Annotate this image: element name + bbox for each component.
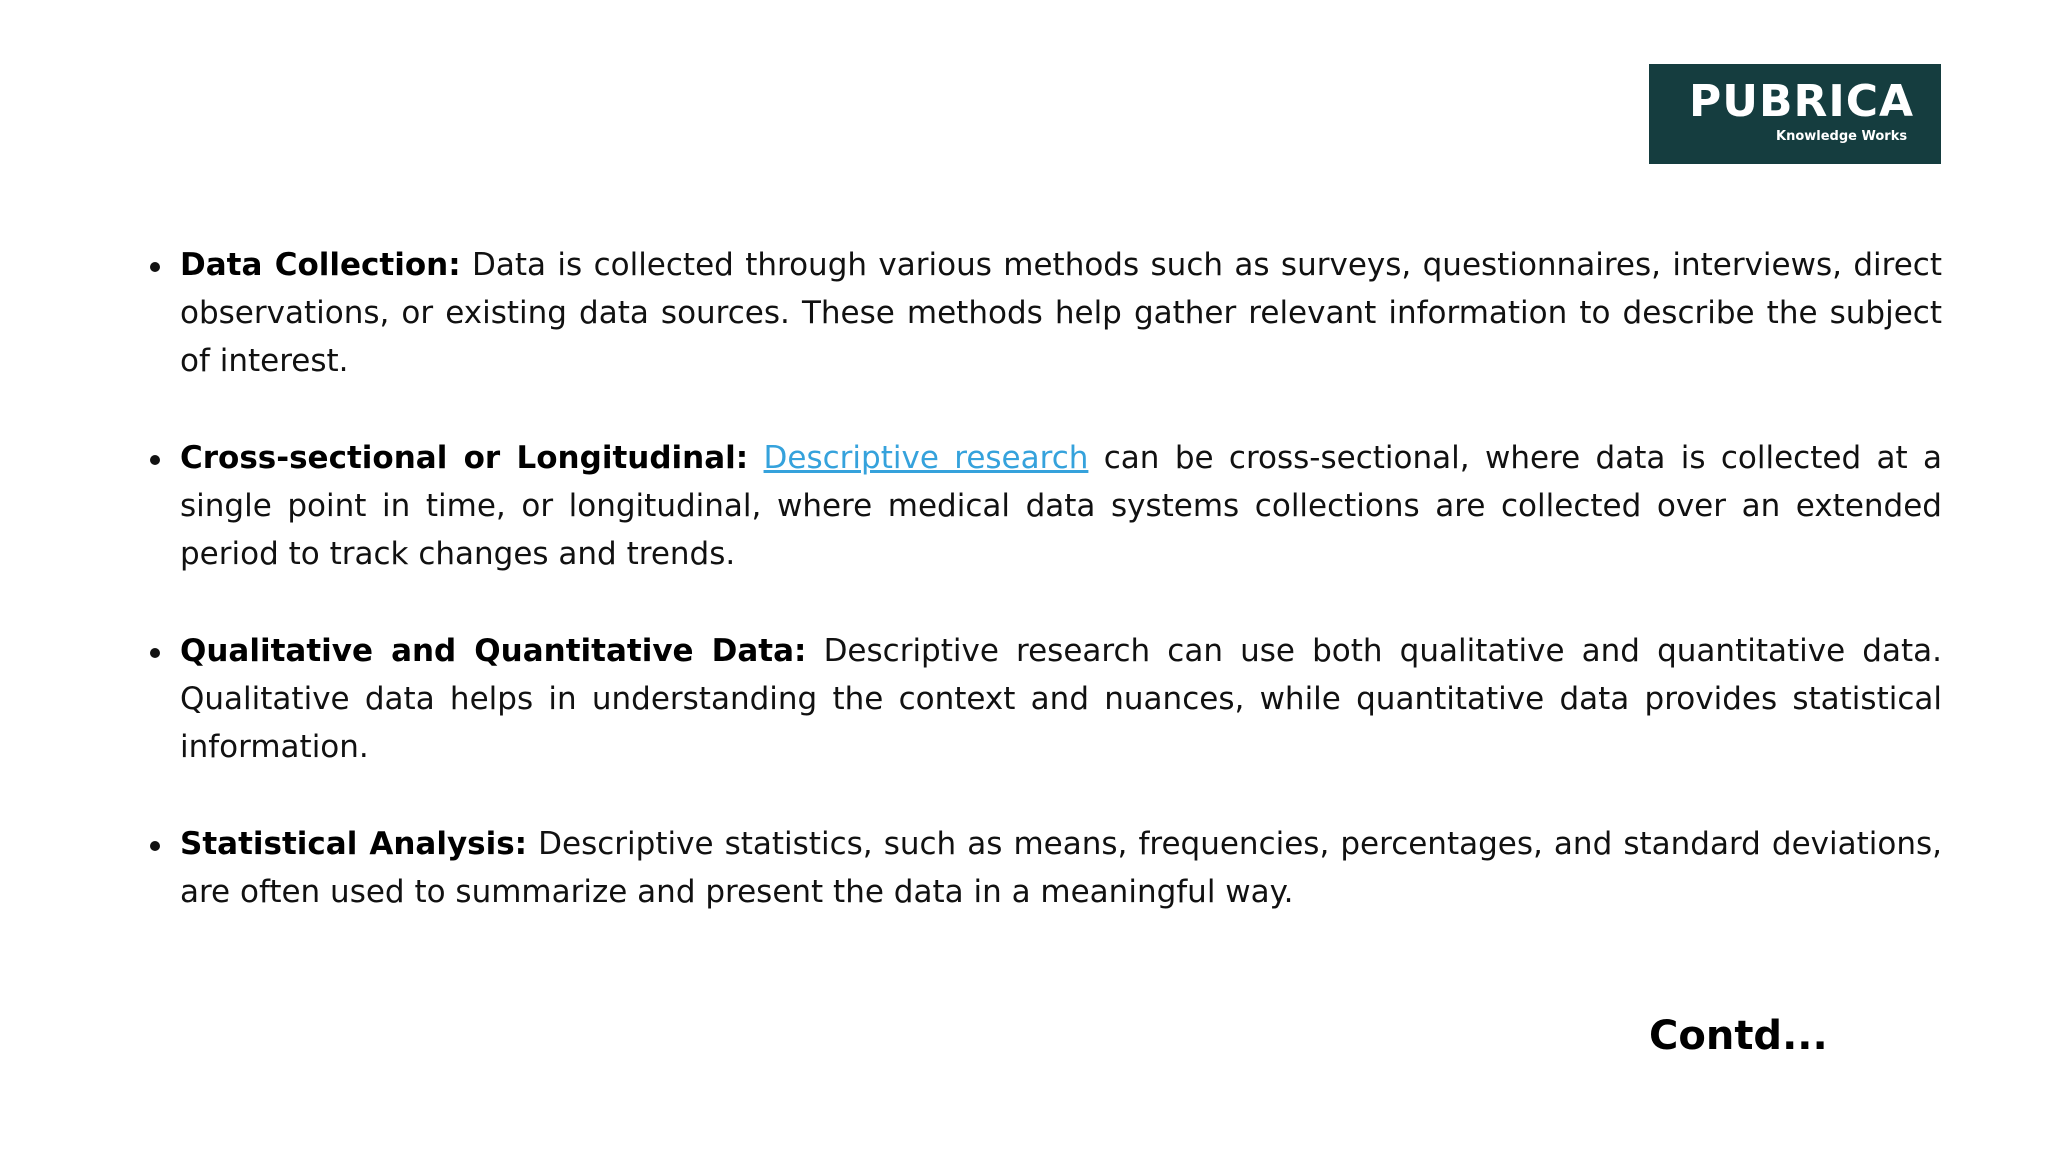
bullet-dot-icon <box>150 455 160 465</box>
bullet-dot-icon <box>150 648 160 658</box>
bullet-dot-icon <box>150 841 160 851</box>
descriptive-research-link[interactable]: Descriptive research <box>763 440 1089 476</box>
bullet-term: Cross-sectional or Longitudinal: <box>180 440 749 476</box>
contd-label: Contd... <box>1649 1013 1828 1059</box>
bullet-term: Qualitative and Quantitative Data: <box>180 633 807 669</box>
bullet-item-qualitative-quantitative <box>180 627 1942 771</box>
bullet-item-data-collection <box>180 241 1942 385</box>
bullet-term: Data Collection: <box>180 247 461 283</box>
bullet-item-statistical-analysis <box>180 820 1942 916</box>
bullet-dot-icon <box>150 262 160 272</box>
bullet-text: can be cross-sectional, where data is collected at a single point in time, or longitudinal, where medical data systems collections are collected over an extended period to track changes and trends. <box>180 440 1943 572</box>
logo-wordmark: PUBRICA <box>1689 76 1915 127</box>
logo-tagline: Knowledge Works <box>1776 129 1908 144</box>
bullet-item-cross-sectional <box>180 434 1942 578</box>
bullet-text: Data is collected through various methods such as surveys, questionnaires, interviews, direct observations, or existing data sources. These methods help gather relevant information to describe the subject of interest. <box>180 247 1942 379</box>
bullet-term: Statistical Analysis: <box>180 826 528 862</box>
bullet-text: Descriptive research can use both qualitative and quantitative data. Qualitative data helps in understanding the context and nuances, while quantitative data provides statistical information. <box>180 633 1942 765</box>
bullet-text: Descriptive statistics, such as means, frequencies, percentages, and standard deviations, are often used to summarize and present the data in a meaningful way. <box>180 826 1942 910</box>
pubrica-logo <box>1649 64 1941 164</box>
bullet-list <box>180 241 1942 965</box>
